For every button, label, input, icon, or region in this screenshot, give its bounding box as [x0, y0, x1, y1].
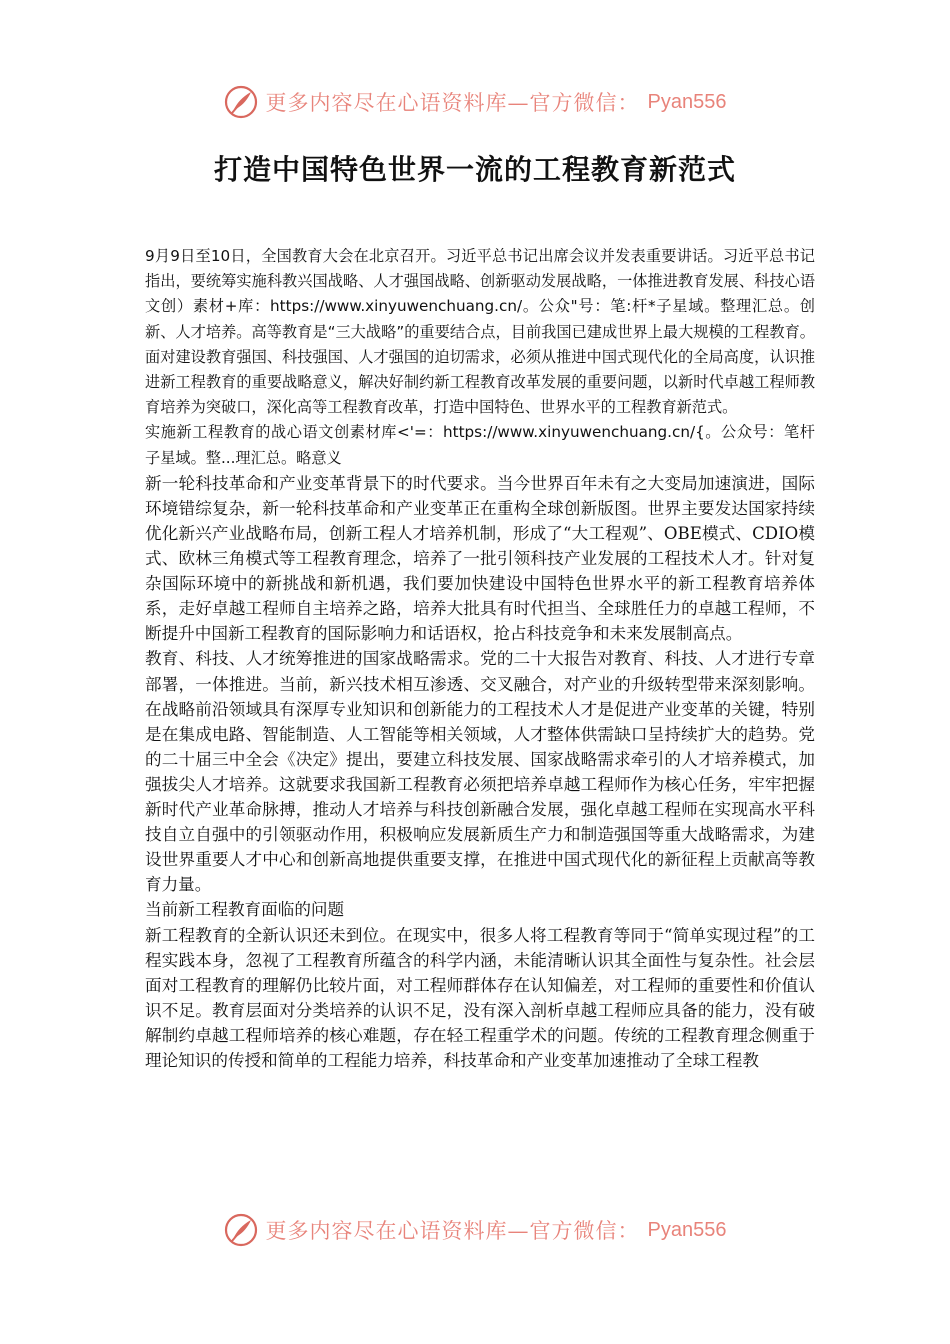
quill-logo-icon — [224, 1213, 258, 1247]
body-paragraph: 新工程教育的全新认识还未到位。在现实中，很多人将工程教育等同于“简单实现过程”的工程实践本身，忽视了工程教育所蕴含的科学内涵，未能清晰认识其全面性与复杂性。社会层面对工程教育的理解仍比较片面，对工程师群体存在认知偏差，对工程师的重要性和价值认识不足。教育层面对分类培养的认识不足，没有深入剖析卓越工程师应具备的能力，没有破解制约卓越工程师培养的核心难题，存在轻工程重学术的问题。传统的工程教育理念侧重于理论知识的传授和简单的工程能力培养，科技革命和产业变革加速推动了全球工程教 — [145, 925, 815, 1070]
footer-watermark-banner — [0, 1210, 950, 1250]
banner-text: 更多内容尽在心语资料库—官方微信： — [265, 91, 640, 115]
header-watermark-banner — [0, 82, 950, 122]
intro-paragraph: 实施新工程教育的战心语文创素材库<'=：https://www.xinyuwenchuang.cn/{。公众号：笔杆子星域。整...理汇总。略意义 — [145, 423, 815, 467]
body-paragraph: 新一轮科技革命和产业变革背景下的时代要求。当今世界百年未有之大变局加速演进，国际环境错综复杂，新一轮科技革命和产业变革正在重构全球创新版图。世界主要发达国家持续优化新兴产业战略布局，创新工程人才培养机制，形成了“大工程观”、OBE模式、CDIO模式、欧林三角模式等工程教育理念，培养了一批引领科技产业发展的工程技术人才。针对复杂国际环境中的新挑战和新机遇，我们要加快建设中国特色世界水平的新工程教育培养体系，走好卓越工程师自主培养之路，培养大批具有时代担当、全球胜任力的卓越工程师，不断提升中国新工程教育的国际影响力和话语权，抢占科技竞争和未来发展制高点。 — [145, 473, 815, 644]
banner-text: 更多内容尽在心语资料库—官方微信： — [265, 1219, 640, 1243]
body-paragraph: 教育、科技、人才统筹推进的国家战略需求。党的二十大报告对教育、科技、人才进行专章部署，一体推进。当前，新兴技术相互渗透、交叉融合，对产业的升级转型带来深刻影响。在战略前沿领域具有深厚专业知识和创新能力的工程技术人才是促进产业变革的关键，特别是在集成电路、智能制造、人工智能等相关领域，人才整体供需缺口呈持续扩大的趋势。党的二十届三中全会《决定》提出，要建立科技发展、国家战略需求牵引的人才培养模式，加强拔尖人才培养。这就要求我国新工程教育必须把培养卓越工程师作为核心任务，牢牢把握新时代产业革命脉搏，推动人才培养与科技创新融合发展，强化卓越工程师在实现高水平科技自立自强中的引领驱动作用，积极响应发展新质生产力和制造强国等重大战略需求，为建设世界重要人才中心和创新高地提供重要支撑，在推进中国式现代化的新征程上贡献高等教育力量。 — [145, 649, 815, 895]
banner-wechat-id: Pyan556 — [647, 1218, 727, 1241]
quill-logo-icon — [224, 85, 258, 119]
section-heading: 当前新工程教育面临的问题 — [145, 900, 345, 920]
page-title: 打造中国特色世界一流的工程教育新范式 — [213, 153, 736, 186]
article-body — [145, 244, 815, 1073]
intro-paragraph: 9月9日至10日，全国教育大会在北京召开。习近平总书记出席会议并发表重要讲话。习近平总书记指出，要统筹实施科教兴国战略、人才强国战略、创新驱动发展战略，一体推进教育发展、科技心语文创）素材+库：https://www.xinyuwenchuang.cn/。公众"号：笔:杆*子星域。整理汇总。创新、人才培养。高等教育是“三大战略”的重要结合点，目前我国已建成世界上最大规模的工程教育。面对建设教育强国、科技强国、人才强国的迫切需求，必须从推进中国式现代化的全局高度，认识推进新工程教育的重要战略意义，解决好制约新工程教育改革发展的重要问题，以新时代卓越工程师教育培养为突破口，深化高等工程教育改革，打造中国特色、世界水平的工程教育新范式。 — [145, 247, 815, 417]
banner-wechat-id: Pyan556 — [647, 90, 727, 113]
